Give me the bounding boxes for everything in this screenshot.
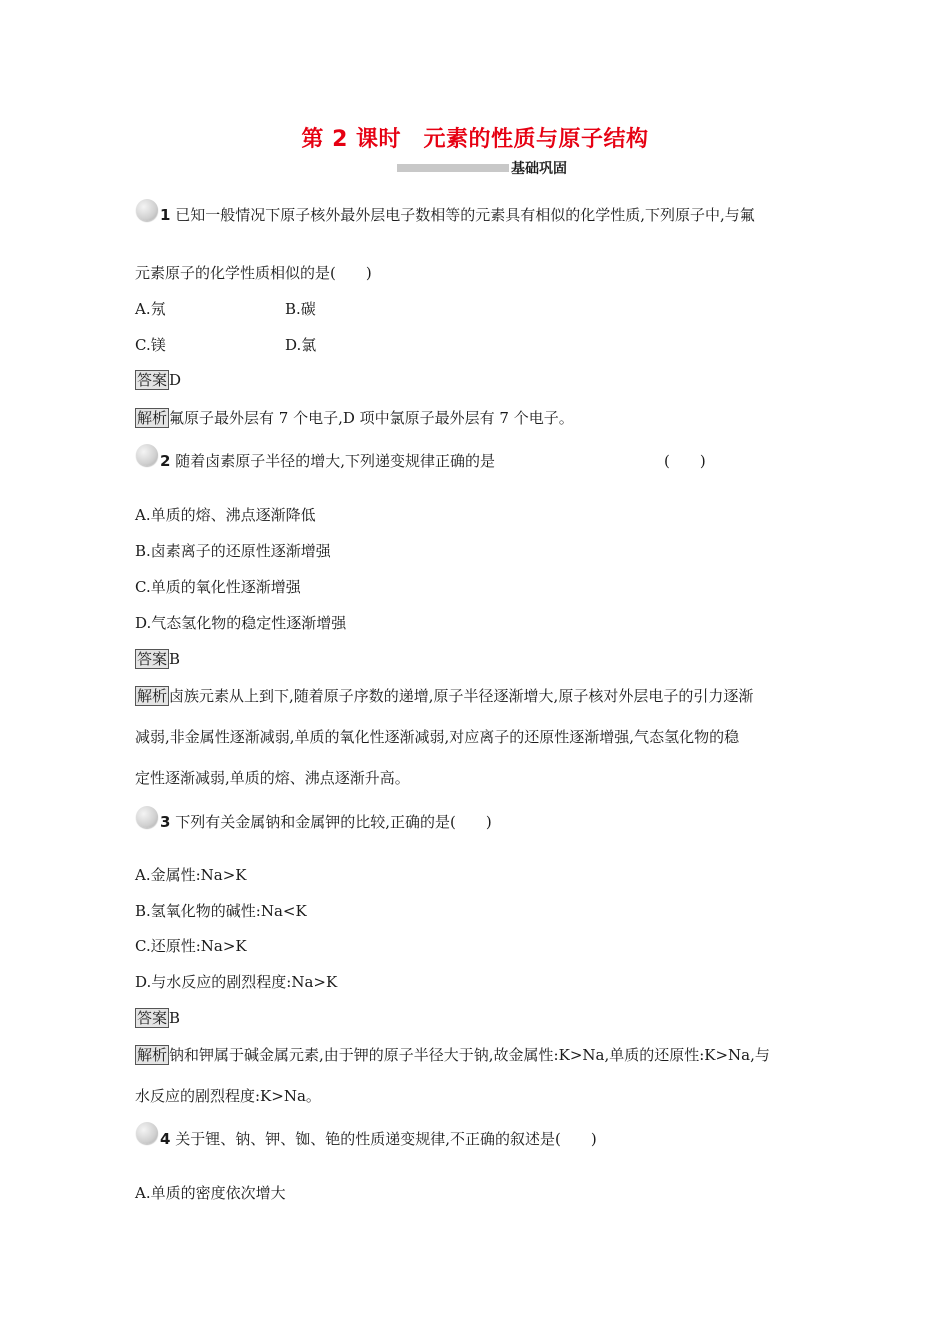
q2-option-c: C.单质的氧化性逐渐增强 bbox=[135, 578, 301, 596]
q1-stem-line2: 元素原子的化学性质相似的是( ) bbox=[135, 264, 372, 282]
q1-number: 1 bbox=[160, 206, 171, 224]
answer-tag: 答案 bbox=[137, 371, 168, 389]
q2-analysis-line3: 定性逐渐减弱,单质的熔、沸点逐渐升高。 bbox=[135, 769, 410, 787]
answer-tag: 答案 bbox=[137, 1009, 168, 1027]
section-label: 基础巩固 bbox=[511, 161, 567, 177]
section-bar bbox=[397, 164, 509, 172]
q4-stem-line bbox=[160, 1129, 597, 1149]
q2-analysis-line2: 减弱,非金属性逐渐减弱,单质的氧化性逐渐减弱,对应离子的还原性逐渐增强,气态氢化物的稳 bbox=[135, 728, 740, 746]
q2-option-a: A.单质的熔、沸点逐渐降低 bbox=[135, 506, 316, 524]
analysis-tag: 解析 bbox=[137, 1046, 168, 1064]
question-bubble-icon bbox=[136, 806, 158, 828]
q3-answer-row bbox=[135, 1008, 180, 1028]
analysis-tag: 解析 bbox=[137, 687, 168, 705]
q3-analysis-line1: 钠和钾属于碱金属元素,由于钾的原子半径大于钠,故金属性:K>Na,单质的还原性:K>Na,与 bbox=[169, 1046, 770, 1064]
q1-option-b: B.碳 bbox=[285, 300, 316, 318]
page-title: 第 2 课时 元素的性质与原子结构 bbox=[301, 127, 649, 152]
q3-analysis-line2: 水反应的剧烈程度:K>Na。 bbox=[135, 1087, 321, 1105]
q1-option-a: A.氖 bbox=[135, 300, 166, 318]
q2-answer: B bbox=[169, 650, 181, 668]
q3-number: 3 bbox=[160, 813, 171, 831]
q4-option-a: A.单质的密度依次增大 bbox=[135, 1184, 286, 1202]
q1-answer-row bbox=[135, 370, 181, 390]
question-bubble-icon bbox=[136, 1122, 158, 1144]
question-bubble-icon bbox=[136, 199, 158, 221]
analysis-tag: 解析 bbox=[137, 409, 168, 427]
q3-stem-line bbox=[160, 812, 492, 832]
q2-analysis-row bbox=[135, 686, 753, 706]
q2-stem-line bbox=[160, 451, 495, 471]
q1-option-c: C.镁 bbox=[135, 336, 166, 354]
q2-option-d: D.气态氢化物的稳定性逐渐增强 bbox=[135, 614, 347, 632]
q1-stem-line1 bbox=[160, 205, 755, 225]
q2-analysis-line1: 卤族元素从上到下,随着原子序数的递增,原子半径逐渐增大,原子核对外层电子的引力逐渐 bbox=[169, 687, 754, 705]
answer-tag: 答案 bbox=[137, 650, 168, 668]
q4-stem-text: 关于锂、钠、钾、铷、铯的性质递变规律,不正确的叙述是( ) bbox=[175, 1130, 597, 1148]
q3-option-c: C.还原性:Na>K bbox=[135, 937, 247, 955]
q2-paren: ( ) bbox=[664, 452, 706, 470]
q2-option-b: B.卤素离子的还原性逐渐增强 bbox=[135, 542, 331, 560]
q3-analysis-row bbox=[135, 1045, 770, 1065]
q1-analysis-row bbox=[135, 408, 574, 428]
q3-answer: B bbox=[169, 1009, 181, 1027]
q2-number: 2 bbox=[160, 452, 171, 470]
q1-stem-text: 已知一般情况下原子核外最外层电子数相等的元素具有相似的化学性质,下列原子中,与氟 bbox=[175, 206, 755, 224]
q3-stem-text: 下列有关金属钠和金属钾的比较,正确的是( ) bbox=[175, 813, 492, 831]
q3-option-a: A.金属性:Na>K bbox=[135, 866, 247, 884]
q1-option-d: D.氯 bbox=[285, 336, 317, 354]
question-bubble-icon bbox=[136, 444, 158, 466]
q1-answer: D bbox=[169, 371, 182, 389]
q4-number: 4 bbox=[160, 1130, 171, 1148]
q3-option-d: D.与水反应的剧烈程度:Na>K bbox=[135, 973, 338, 991]
q2-answer-row bbox=[135, 649, 180, 669]
q3-option-b: B.氢氧化物的碱性:Na<K bbox=[135, 902, 307, 920]
q1-analysis: 氟原子最外层有 7 个电子,D 项中氯原子最外层有 7 个电子。 bbox=[169, 409, 574, 427]
q2-stem-text: 随着卤素原子半径的增大,下列递变规律正确的是 bbox=[175, 452, 495, 470]
